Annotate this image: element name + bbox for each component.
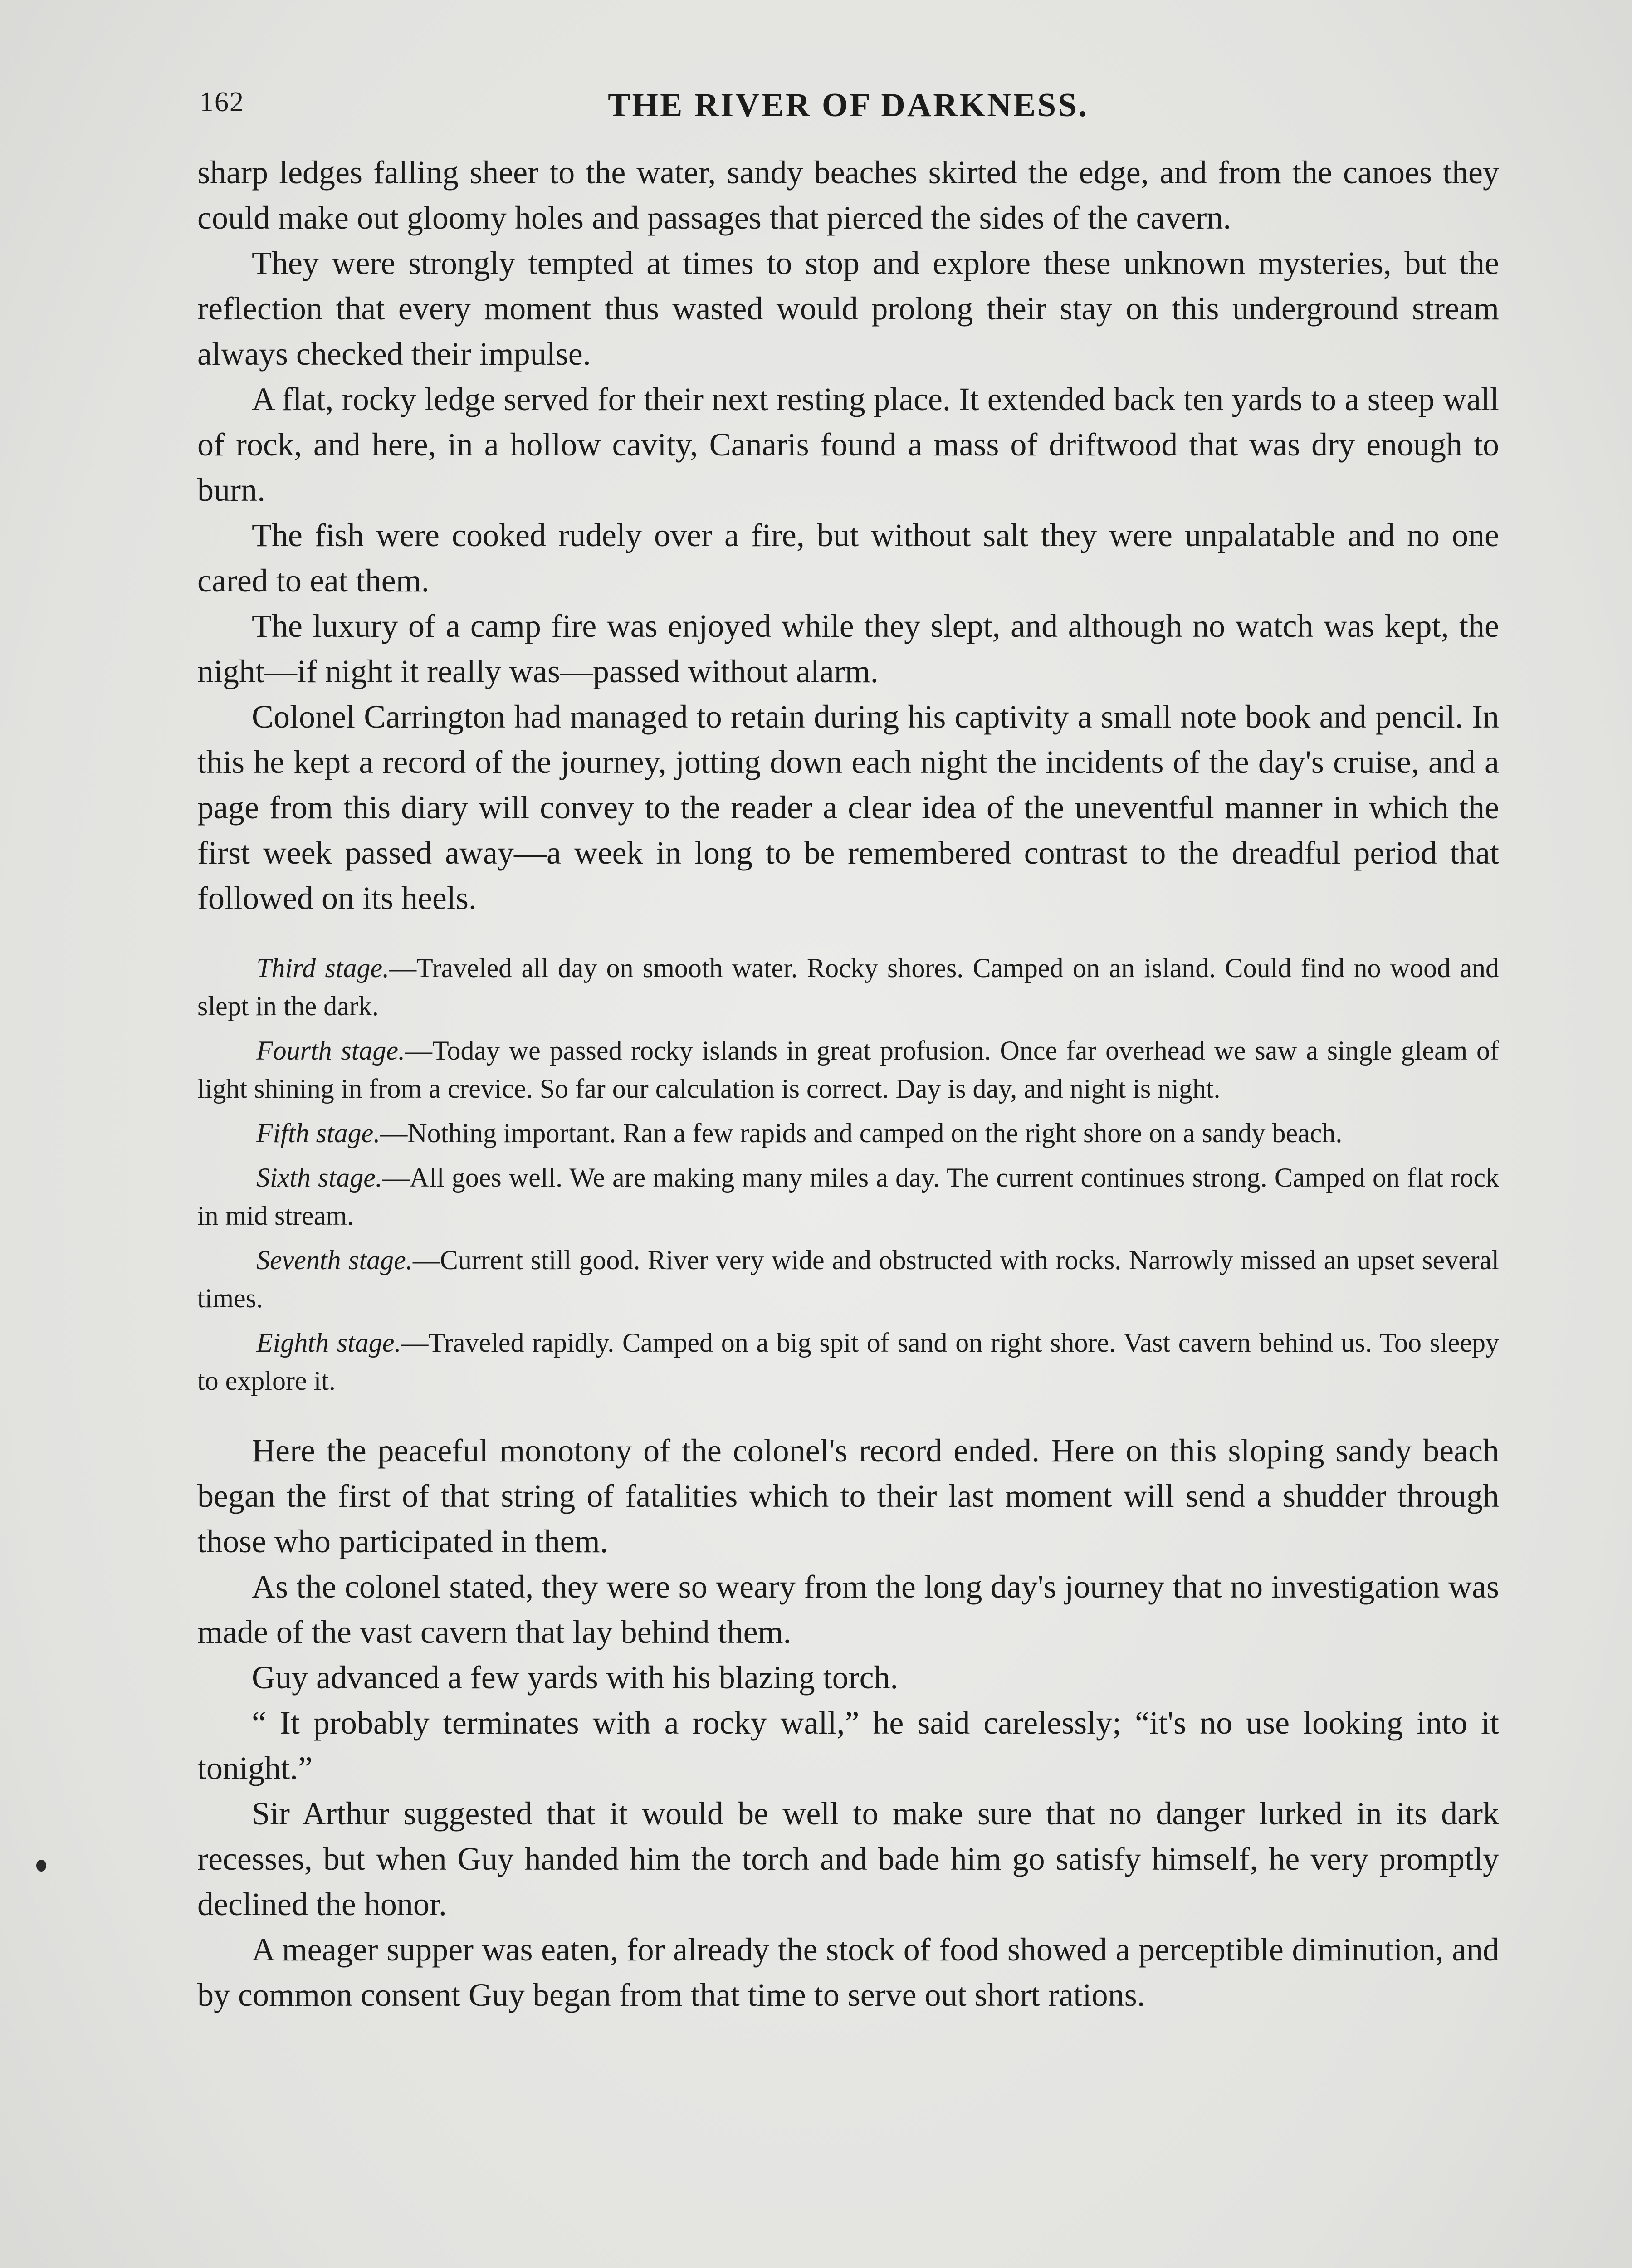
paragraph: sharp ledges falling sheer to the water, sandy beaches skirted the edge, and from the canoes they could make out gloomy holes and passages that pierced the sides of the cavern.: [197, 154, 1499, 236]
diary-entry-text: —Traveled all day on smooth water. Rocky shores. Camped on an island. Could find no wood and slept in the dark.: [197, 953, 1499, 1021]
diary-entry-text: —Traveled rapidly. Camped on a big spit of sand on right shore. Vast cavern behind us. Too sleepy to explore it.: [197, 1328, 1500, 1396]
diary-stage-label: Third stage.: [256, 953, 390, 983]
page-number: 162: [200, 87, 244, 117]
diary-entry-text: —Nothing important. Ran a few rapids and camped on the right shore on a sandy beach.: [380, 1118, 1343, 1148]
paragraph: As the colonel stated, they were so weary from the long day's journey that no investigation was made of the vast cavern that lay behind them.: [197, 1569, 1499, 1650]
diary-entry-text: —Today we passed rocky islands in great profusion. Once far overhead we saw a single gleam of light shining in from a crevice. So far our calculation is correct. Day is day, and night is night.: [197, 1036, 1499, 1104]
diary-entry-text: —Current still good. River very wide and obstructed with rocks. Narrowly missed an upset several times.: [197, 1245, 1499, 1313]
paragraph: “ It probably terminates with a rocky wall,” he said carelessly; “it's no use looking into it tonight.”: [197, 1705, 1499, 1786]
running-header: [200, 82, 1497, 132]
diary-stage-label: Seventh stage.: [256, 1245, 413, 1275]
diary-entry-text: —All goes well. We are making many miles a day. The current continues strong. Camped on flat rock in mid stream.: [197, 1163, 1499, 1231]
diary-entry: [197, 1114, 1499, 1152]
paragraph: Here the peaceful monotony of the colonel's record ended. Here on this sloping sandy beach began the first of that string of fatalities which to their last moment will send a shudder through those who participated in them.: [197, 1432, 1499, 1559]
paragraph: Sir Arthur suggested that it would be well to make sure that no danger lurked in its dark recesses, but when Guy handed him the torch and bade him go satisfy himself, he very promptly declined the honor.: [197, 1795, 1499, 1922]
diary-stage-label: Sixth stage.: [256, 1163, 382, 1193]
paragraph: Colonel Carrington had managed to retain during his captivity a small note book and pencil. In this he kept a record of the journey, jotting down each night the incidents of the day's cruise, and a page from this diary will convey to the reader a clear idea of the uneventful manner in which the first week passed away—a week in long to be remembered contrast to the dreadful period that followed on its heels.: [197, 699, 1499, 916]
diary-stage-label: Fourth stage.: [256, 1036, 406, 1066]
paragraph: The luxury of a camp fire was enjoyed while they slept, and although no watch was kept, the night—if night it really was—passed without alarm.: [197, 608, 1499, 689]
diary-entry: [197, 1158, 1499, 1235]
body-text: [197, 150, 1499, 2018]
diary-entry: [197, 1324, 1499, 1400]
paragraph: A meager supper was eaten, for already the stock of food showed a perceptible diminution, and by common consent Guy began from that time to serve out short rations.: [197, 1931, 1499, 2013]
diary-entry: [197, 949, 1499, 1025]
diary-excerpt: [197, 949, 1499, 1400]
paragraph: The fish were cooked rudely over a fire, but without salt they were unpalatable and no one cared to eat them.: [197, 517, 1499, 599]
diary-stage-label: Eighth stage.: [256, 1328, 401, 1358]
paragraph: Guy advanced a few yards with his blazing torch.: [252, 1659, 899, 1696]
ink-speck: [36, 1860, 46, 1872]
paragraph: A flat, rocky ledge served for their next resting place. It extended back ten yards to a steep wall of rock, and here, in a hollow cavity, Canaris found a mass of driftwood that was dry enough to burn.: [197, 381, 1499, 508]
running-title: THE RIVER OF DARKNESS.: [608, 87, 1089, 124]
diary-entry: [197, 1031, 1499, 1108]
diary-entry: [197, 1241, 1499, 1317]
diary-stage-label: Fifth stage.: [256, 1118, 381, 1148]
paragraph: They were strongly tempted at times to stop and explore these unknown mysteries, but the reflection that every moment thus wasted would prolong their stay on this underground stream always checked their impulse.: [197, 245, 1499, 372]
